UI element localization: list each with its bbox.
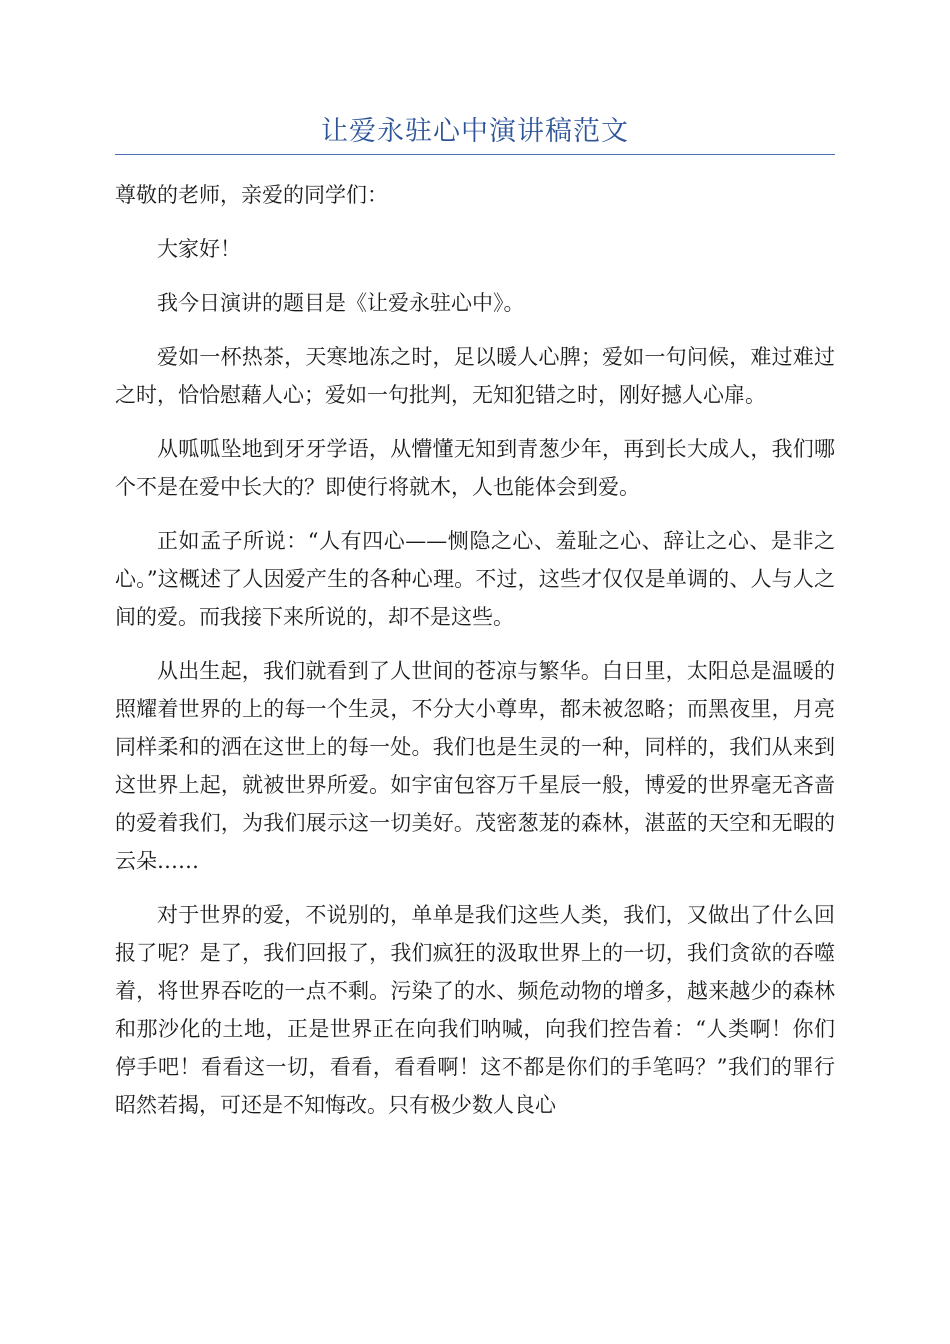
salutation-paragraph: 尊敬的老师，亲爱的同学们： xyxy=(115,183,388,207)
body-paragraph: 从出生起，我们就看到了人世间的苍凉与繁华。白日里，太阳总是温暖的照耀着世界的上的每一个生灵，不分大小尊卑，都未被忽略；而黑夜里，月亮同样柔和的洒在这世上的每一处。我们也是生灵的一种，同样的，我们从来到这世界上起，就被世界所爱。如宇宙包容万千星辰一般，博爱的世界毫无吝啬的爱着我们，为我们展示这一切美好。茂密葱茏的森林，湛蓝的天空和无暇的云朵…… xyxy=(115,659,835,873)
topic-paragraph: 我今日演讲的题目是《让爱永驻心中》。 xyxy=(157,291,525,315)
body-paragraph: 爱如一杯热茶，天寒地冻之时，足以暖人心脾；爱如一句问候，难过难过之时，恰恰慰藉人心；爱如一句批判，无知犯错之时，刚好撼人心扉。 xyxy=(115,345,835,407)
body-paragraph: 正如孟子所说：“人有四心——恻隐之心、羞耻之心、辞让之心、是非之心。”这概述了人因爱产生的各种心理。不过，这些才仅仅是单调的、人与人之间的爱。而我接下来所说的，却不是这些。 xyxy=(115,529,835,629)
title-underline xyxy=(115,154,835,155)
document-body xyxy=(115,176,835,1140)
greeting-paragraph: 大家好！ xyxy=(157,237,241,261)
document-title: 让爱永驻心中演讲稿范文 xyxy=(321,116,629,147)
body-paragraph: 对于世界的爱，不说别的，单单是我们这些人类，我们，又做出了什么回报了呢？是了，我们回报了，我们疯狂的汲取世界上的一切，我们贪欲的吞噬着，将世界吞吃的一点不剩。污染了的水、频危动物的增多，越来越少的森林和那沙化的土地，正是世界正在向我们呐喊，向我们控告着：“人类啊！你们停手吧！看看这一切，看看，看看啊！这不都是你们的手笔吗？”我们的罪行昭然若揭，可还是不知悔改。只有极少数人良心 xyxy=(115,903,835,1117)
body-paragraph: 从呱呱坠地到牙牙学语，从懵懂无知到青葱少年，再到长大成人，我们哪个不是在爱中长大的？即使行将就木，人也能体会到爱。 xyxy=(115,437,835,499)
